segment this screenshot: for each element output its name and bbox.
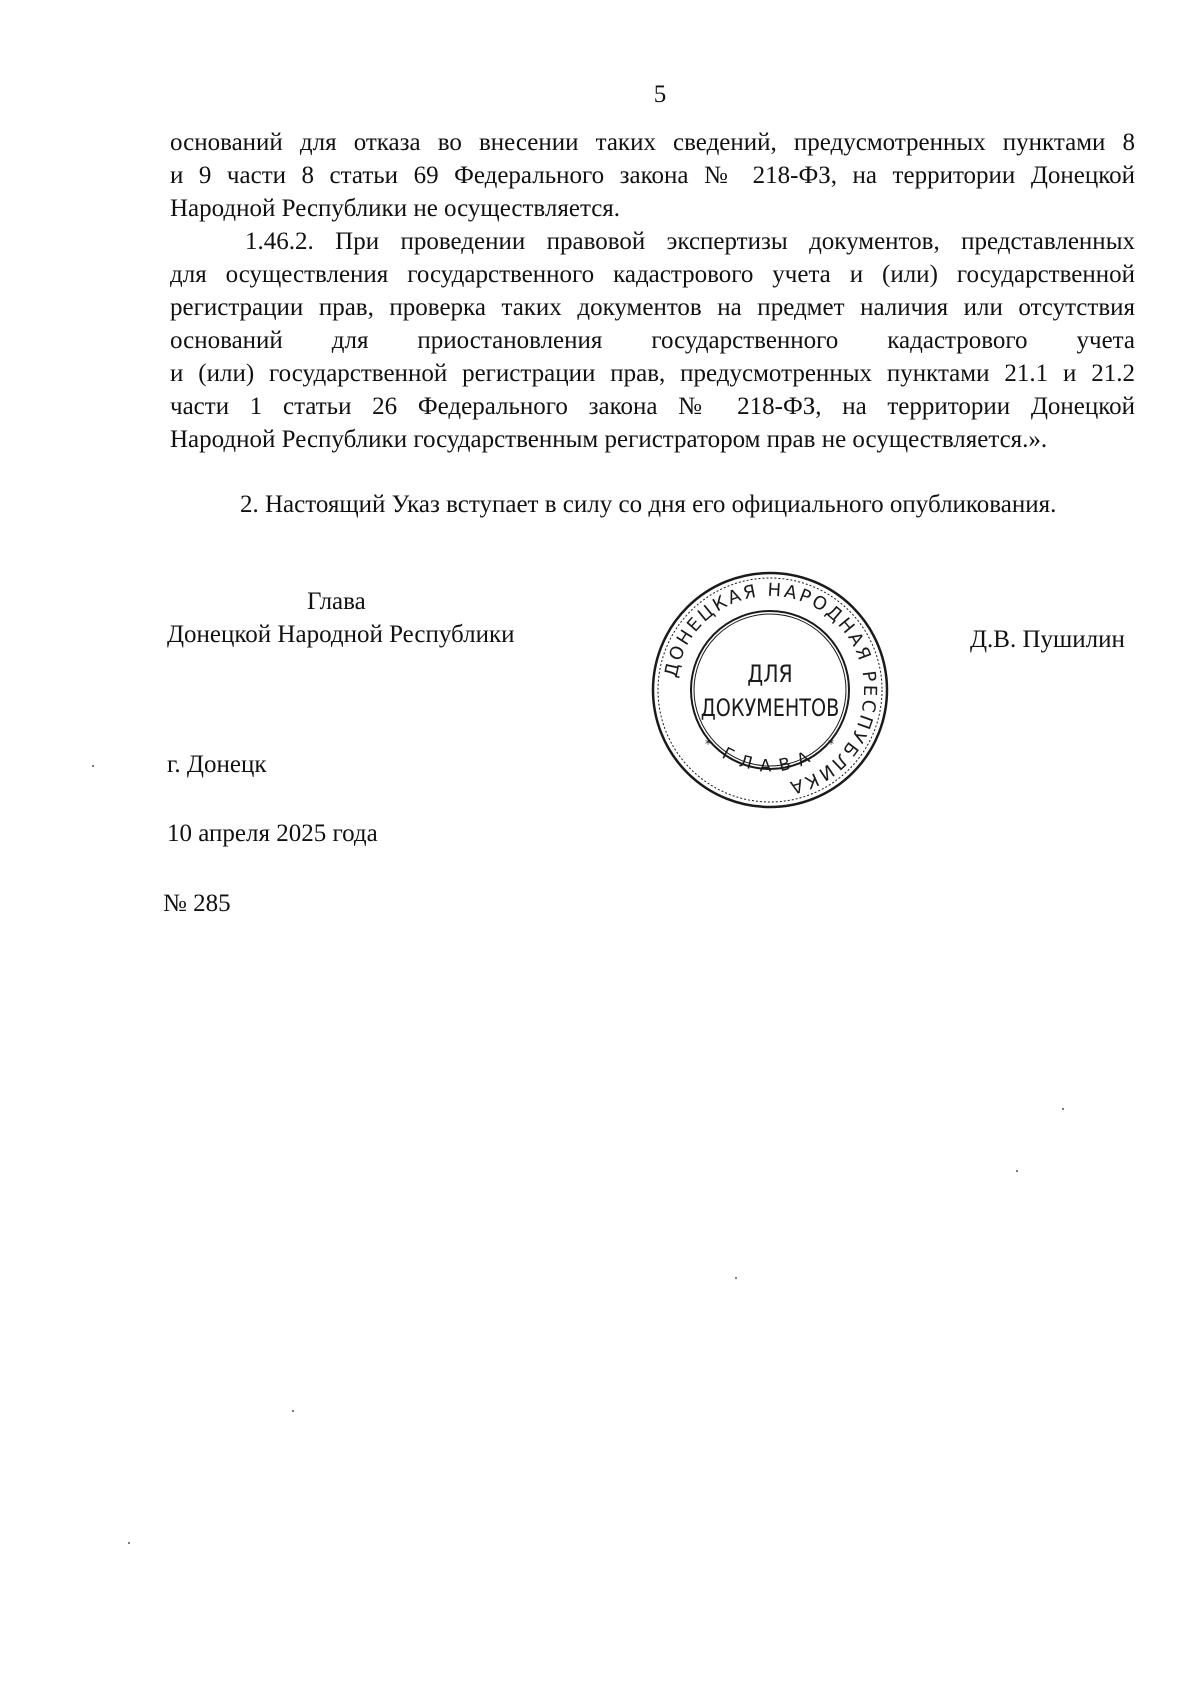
scan-speck bbox=[1062, 1108, 1064, 1110]
scan-speck bbox=[1016, 1170, 1018, 1172]
svg-text:*: * bbox=[705, 737, 711, 751]
svg-text:ГЛАВА bbox=[719, 744, 821, 777]
paragraph-line: и (или) государственной регистрации прав, предусмотренных пунктами 21.1 и 21.2 bbox=[170, 360, 1135, 387]
paragraph-line: Народной Республики государственным регистратором прав не осуществляется.». bbox=[170, 426, 1048, 453]
scan-speck bbox=[92, 765, 94, 767]
signatory-title-line2: Донецкой Народной Республики bbox=[167, 621, 515, 648]
scan-speck bbox=[128, 1542, 130, 1544]
svg-text:*: * bbox=[828, 737, 834, 751]
signatory-title bbox=[167, 585, 515, 651]
paragraph-line: оснований для приостановления государственного кадастрового учета bbox=[170, 327, 1135, 354]
paragraph-line: 1.46.2. При проведении правовой экспертизы документов, представленных bbox=[245, 228, 1135, 255]
document-city: г. Донецк bbox=[167, 751, 267, 778]
paragraph-line: для осуществления государственного кадастрового учета и (или) государственной bbox=[170, 261, 1135, 288]
paragraph-line: 2. Настоящий Указ вступает в силу со дня его официального опубликования. bbox=[240, 491, 1057, 518]
page-number: 5 bbox=[653, 81, 667, 108]
seal-bottom-text: ГЛАВА bbox=[718, 743, 822, 777]
official-seal bbox=[650, 570, 890, 810]
paragraph-line: части 1 статьи 26 Федерального закона № 218-ФЗ, на территории Донецкой bbox=[170, 393, 1135, 420]
paragraph-continuation bbox=[170, 126, 1135, 225]
document-date: 10 апреля 2025 года bbox=[167, 820, 378, 847]
signatory-title-line1: Глава bbox=[307, 588, 366, 615]
scan-speck bbox=[735, 1277, 737, 1279]
paragraph-2 bbox=[170, 488, 1135, 521]
signatory-name: Д.В. Пушилин bbox=[970, 626, 1125, 653]
seal-center-line1: ДЛЯ bbox=[747, 660, 793, 689]
paragraph-1-46-2 bbox=[170, 225, 1135, 456]
seal-center-line2: ДОКУМЕНТОВ bbox=[700, 695, 840, 723]
paragraph-line: и 9 части 8 статьи 69 Федерального закона № 218-ФЗ, на территории Донецкой bbox=[170, 162, 1135, 189]
document-number: № 285 bbox=[163, 890, 231, 917]
scan-speck bbox=[292, 1410, 294, 1412]
paragraph-line: регистрации прав, проверка таких документов на предмет наличия или отсутствия bbox=[170, 294, 1135, 321]
seal-outer-text: ДОНЕЦКАЯ НАРОДНАЯ РЕСПУБЛИКА bbox=[660, 579, 881, 799]
paragraph-line: оснований для отказа во внесении таких сведений, предусмотренных пунктами 8 bbox=[170, 129, 1135, 156]
paragraph-line: Народной Республики не осуществляется. bbox=[170, 195, 621, 222]
